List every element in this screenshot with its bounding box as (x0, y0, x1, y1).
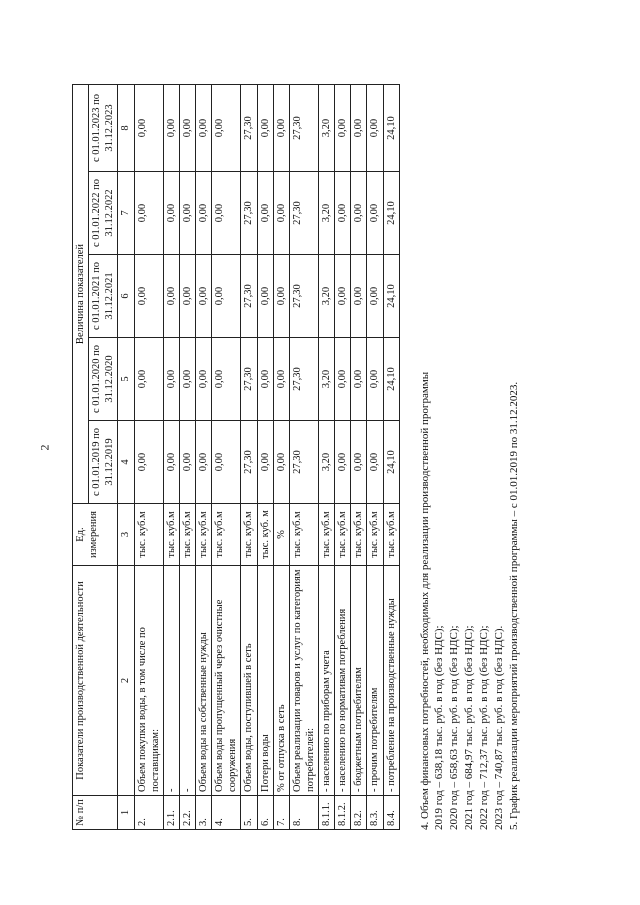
row-value: 24,10 (383, 338, 399, 421)
header-indicator: Показатели производственной деятельности (73, 566, 118, 796)
row-number: 5. (241, 796, 257, 830)
column-number: 1 (118, 796, 134, 830)
row-number: 2.2. (179, 796, 195, 830)
row-number: 8.1.1. (319, 796, 335, 830)
row-value: 0,00 (257, 85, 273, 172)
table-row (212, 85, 241, 830)
row-value: 0,00 (367, 85, 383, 172)
column-number: 5 (118, 338, 134, 421)
row-value: 27,30 (289, 85, 318, 172)
row-value: 3,20 (319, 85, 335, 172)
row-unit: тыс. куб.м (134, 504, 163, 566)
row-value: 0,00 (335, 85, 351, 172)
row-indicator: - (179, 566, 195, 796)
header-period: с 01.01.2021 по 31.12.2021 (89, 255, 118, 338)
row-unit: тыс. куб.м (335, 504, 351, 566)
column-number: 8 (118, 85, 134, 172)
row-indicator: - (163, 566, 179, 796)
rotated-content (72, 70, 592, 830)
row-value: 0,00 (257, 421, 273, 504)
table-row (196, 85, 212, 830)
row-value: 0,00 (134, 338, 163, 421)
row-number: 7. (273, 796, 289, 830)
header-period: с 01.01.2022 по 31.12.2022 (89, 172, 118, 255)
row-value: 0,00 (367, 338, 383, 421)
table-row (351, 85, 367, 830)
row-value: 0,00 (179, 172, 195, 255)
row-value: 0,00 (273, 172, 289, 255)
row-value: 0,00 (367, 421, 383, 504)
row-unit: тыс. куб.м (196, 504, 212, 566)
note-line: 2020 год – 658,63 тыс. руб. в год (без НДС); (448, 625, 461, 830)
row-indicator: Потери воды (257, 566, 273, 796)
row-value: 0,00 (212, 85, 241, 172)
row-value: 0,00 (163, 85, 179, 172)
row-value: 0,00 (335, 421, 351, 504)
header-unit: Ед. измерения (73, 504, 118, 566)
row-indicator: Объем покупки воды, в том числе по поставщикам: (134, 566, 163, 796)
row-indicator: - прочим потребителям (367, 566, 383, 796)
table-row (335, 85, 351, 830)
row-value: 3,20 (319, 421, 335, 504)
row-unit: тыс. куб. м (257, 504, 273, 566)
row-number: 2. (134, 796, 163, 830)
row-unit: тыс. куб.м (179, 504, 195, 566)
row-value: 0,00 (196, 338, 212, 421)
row-value: 0,00 (163, 421, 179, 504)
row-number: 3. (196, 796, 212, 830)
row-value: 27,30 (241, 172, 257, 255)
row-number: 8. (289, 796, 318, 830)
row-number: 4. (212, 796, 241, 830)
note-line: 5. График реализации мероприятий производственной программы – с 01.01.2019 по 31.12.2023. (507, 381, 520, 830)
row-unit: тыс. куб.м (319, 504, 335, 566)
row-value: 27,30 (289, 421, 318, 504)
row-value: 0,00 (273, 338, 289, 421)
row-value: 0,00 (212, 421, 241, 504)
page-number: 2 (37, 444, 52, 451)
row-value: 0,00 (351, 421, 367, 504)
table-row (179, 85, 195, 830)
row-value: 0,00 (196, 421, 212, 504)
column-number: 3 (118, 504, 134, 566)
note-line: 2023 год – 740,87 тыс. руб. в год (без НДС). (492, 625, 505, 830)
row-value: 0,00 (179, 338, 195, 421)
table-row (273, 85, 289, 830)
row-value: 0,00 (351, 255, 367, 338)
table-row (134, 85, 163, 830)
row-value: 0,00 (134, 85, 163, 172)
row-value: 27,30 (241, 85, 257, 172)
table-row (241, 85, 257, 830)
row-value: 27,30 (241, 421, 257, 504)
row-indicator: Объем воды пропущенный через очистные сооружения (212, 566, 241, 796)
row-value: 27,30 (289, 338, 318, 421)
row-value: 0,00 (163, 255, 179, 338)
row-value: 0,00 (335, 172, 351, 255)
row-unit: тыс. куб.м (212, 504, 241, 566)
table-row (367, 85, 383, 830)
row-value: 0,00 (257, 255, 273, 338)
row-unit: тыс. куб.м (383, 504, 399, 566)
header-period: с 01.01.2019 по 31.12.2019 (89, 421, 118, 504)
row-value: 0,00 (134, 255, 163, 338)
row-value: 0,00 (163, 338, 179, 421)
row-indicator: - бюджетным потребителям (351, 566, 367, 796)
row-value: 24,10 (383, 421, 399, 504)
row-value: 0,00 (196, 255, 212, 338)
row-value: 0,00 (273, 85, 289, 172)
row-number: 8.2. (351, 796, 367, 830)
row-value: 0,00 (335, 338, 351, 421)
table-row (383, 85, 399, 830)
header-period: с 01.01.2020 по 31.12.2020 (89, 338, 118, 421)
header-group: Величина показателей (73, 85, 89, 504)
row-value: 0,00 (212, 338, 241, 421)
note-line: 2022 год – 712,37 тыс. руб. в год (без НДС); (478, 625, 490, 830)
row-number: 8.4. (383, 796, 399, 830)
note-line: 2021 год – 684,97 тыс. руб. в год (без НДС); (463, 625, 476, 830)
row-value: 0,00 (134, 421, 163, 504)
row-indicator: Объем воды, поступившей в сеть (241, 566, 257, 796)
row-value: 0,00 (367, 172, 383, 255)
table-row (163, 85, 179, 830)
row-unit: тыс. куб.м (351, 504, 367, 566)
row-value: 0,00 (273, 421, 289, 504)
row-value: 0,00 (212, 255, 241, 338)
row-value: 0,00 (257, 172, 273, 255)
row-value: 0,00 (163, 172, 179, 255)
header-num: № п/п (73, 796, 118, 830)
row-value: 3,20 (319, 172, 335, 255)
row-unit: тыс. куб.м (163, 504, 179, 566)
row-value: 0,00 (179, 85, 195, 172)
row-value: 0,00 (257, 338, 273, 421)
note-line: 4. Объем финансовых потребностей, необходимых для реализации производственной программы (418, 371, 431, 830)
row-value: 24,10 (383, 172, 399, 255)
production-table (72, 84, 400, 830)
row-value: 27,30 (289, 172, 318, 255)
column-number: 6 (118, 255, 134, 338)
row-value: 0,00 (367, 255, 383, 338)
row-value: 0,00 (351, 85, 367, 172)
row-value: 3,20 (319, 255, 335, 338)
notes (418, 70, 522, 830)
row-value: 27,30 (241, 338, 257, 421)
row-value: 0,00 (212, 172, 241, 255)
row-value: 0,00 (273, 255, 289, 338)
row-value: 24,10 (383, 85, 399, 172)
column-number: 2 (118, 566, 134, 796)
row-value: 0,00 (179, 421, 195, 504)
table-row (319, 85, 335, 830)
row-value: 3,20 (319, 338, 335, 421)
row-indicator: - населению по нормативам потребления (335, 566, 351, 796)
row-value: 27,30 (289, 255, 318, 338)
row-value: 0,00 (351, 338, 367, 421)
row-indicator: % от отпуска в сеть (273, 566, 289, 796)
row-number: 6. (257, 796, 273, 830)
row-value: 27,30 (241, 255, 257, 338)
row-indicator: - населению по приборам учета (319, 566, 335, 796)
row-value: 0,00 (196, 85, 212, 172)
row-unit: тыс. куб.м (367, 504, 383, 566)
row-indicator: Объем реализации товаров и услуг по категориям потребителей: (289, 566, 318, 796)
note-line: 2019 год – 638,18 тыс. руб. в год (без НДС); (433, 625, 446, 830)
row-indicator: Объем воды на собственные нужды (196, 566, 212, 796)
row-value: 0,00 (179, 255, 195, 338)
table-row (257, 85, 273, 830)
row-value: 0,00 (335, 255, 351, 338)
row-value: 0,00 (134, 172, 163, 255)
column-number: 7 (118, 172, 134, 255)
row-number: 2.1. (163, 796, 179, 830)
row-value: 0,00 (351, 172, 367, 255)
header-period: с 01.01.2023 по 31.12.2023 (89, 85, 118, 172)
row-value: 0,00 (196, 172, 212, 255)
row-value: 24,10 (383, 255, 399, 338)
row-indicator: - потребление на производственные нужды (383, 566, 399, 796)
row-number: 8.1.2. (335, 796, 351, 830)
row-unit: % (273, 504, 289, 566)
row-unit: тыс. куб.м (289, 504, 318, 566)
column-number: 4 (118, 421, 134, 504)
table-row (289, 85, 318, 830)
row-number: 8.3. (367, 796, 383, 830)
row-unit: тыс. куб.м (241, 504, 257, 566)
